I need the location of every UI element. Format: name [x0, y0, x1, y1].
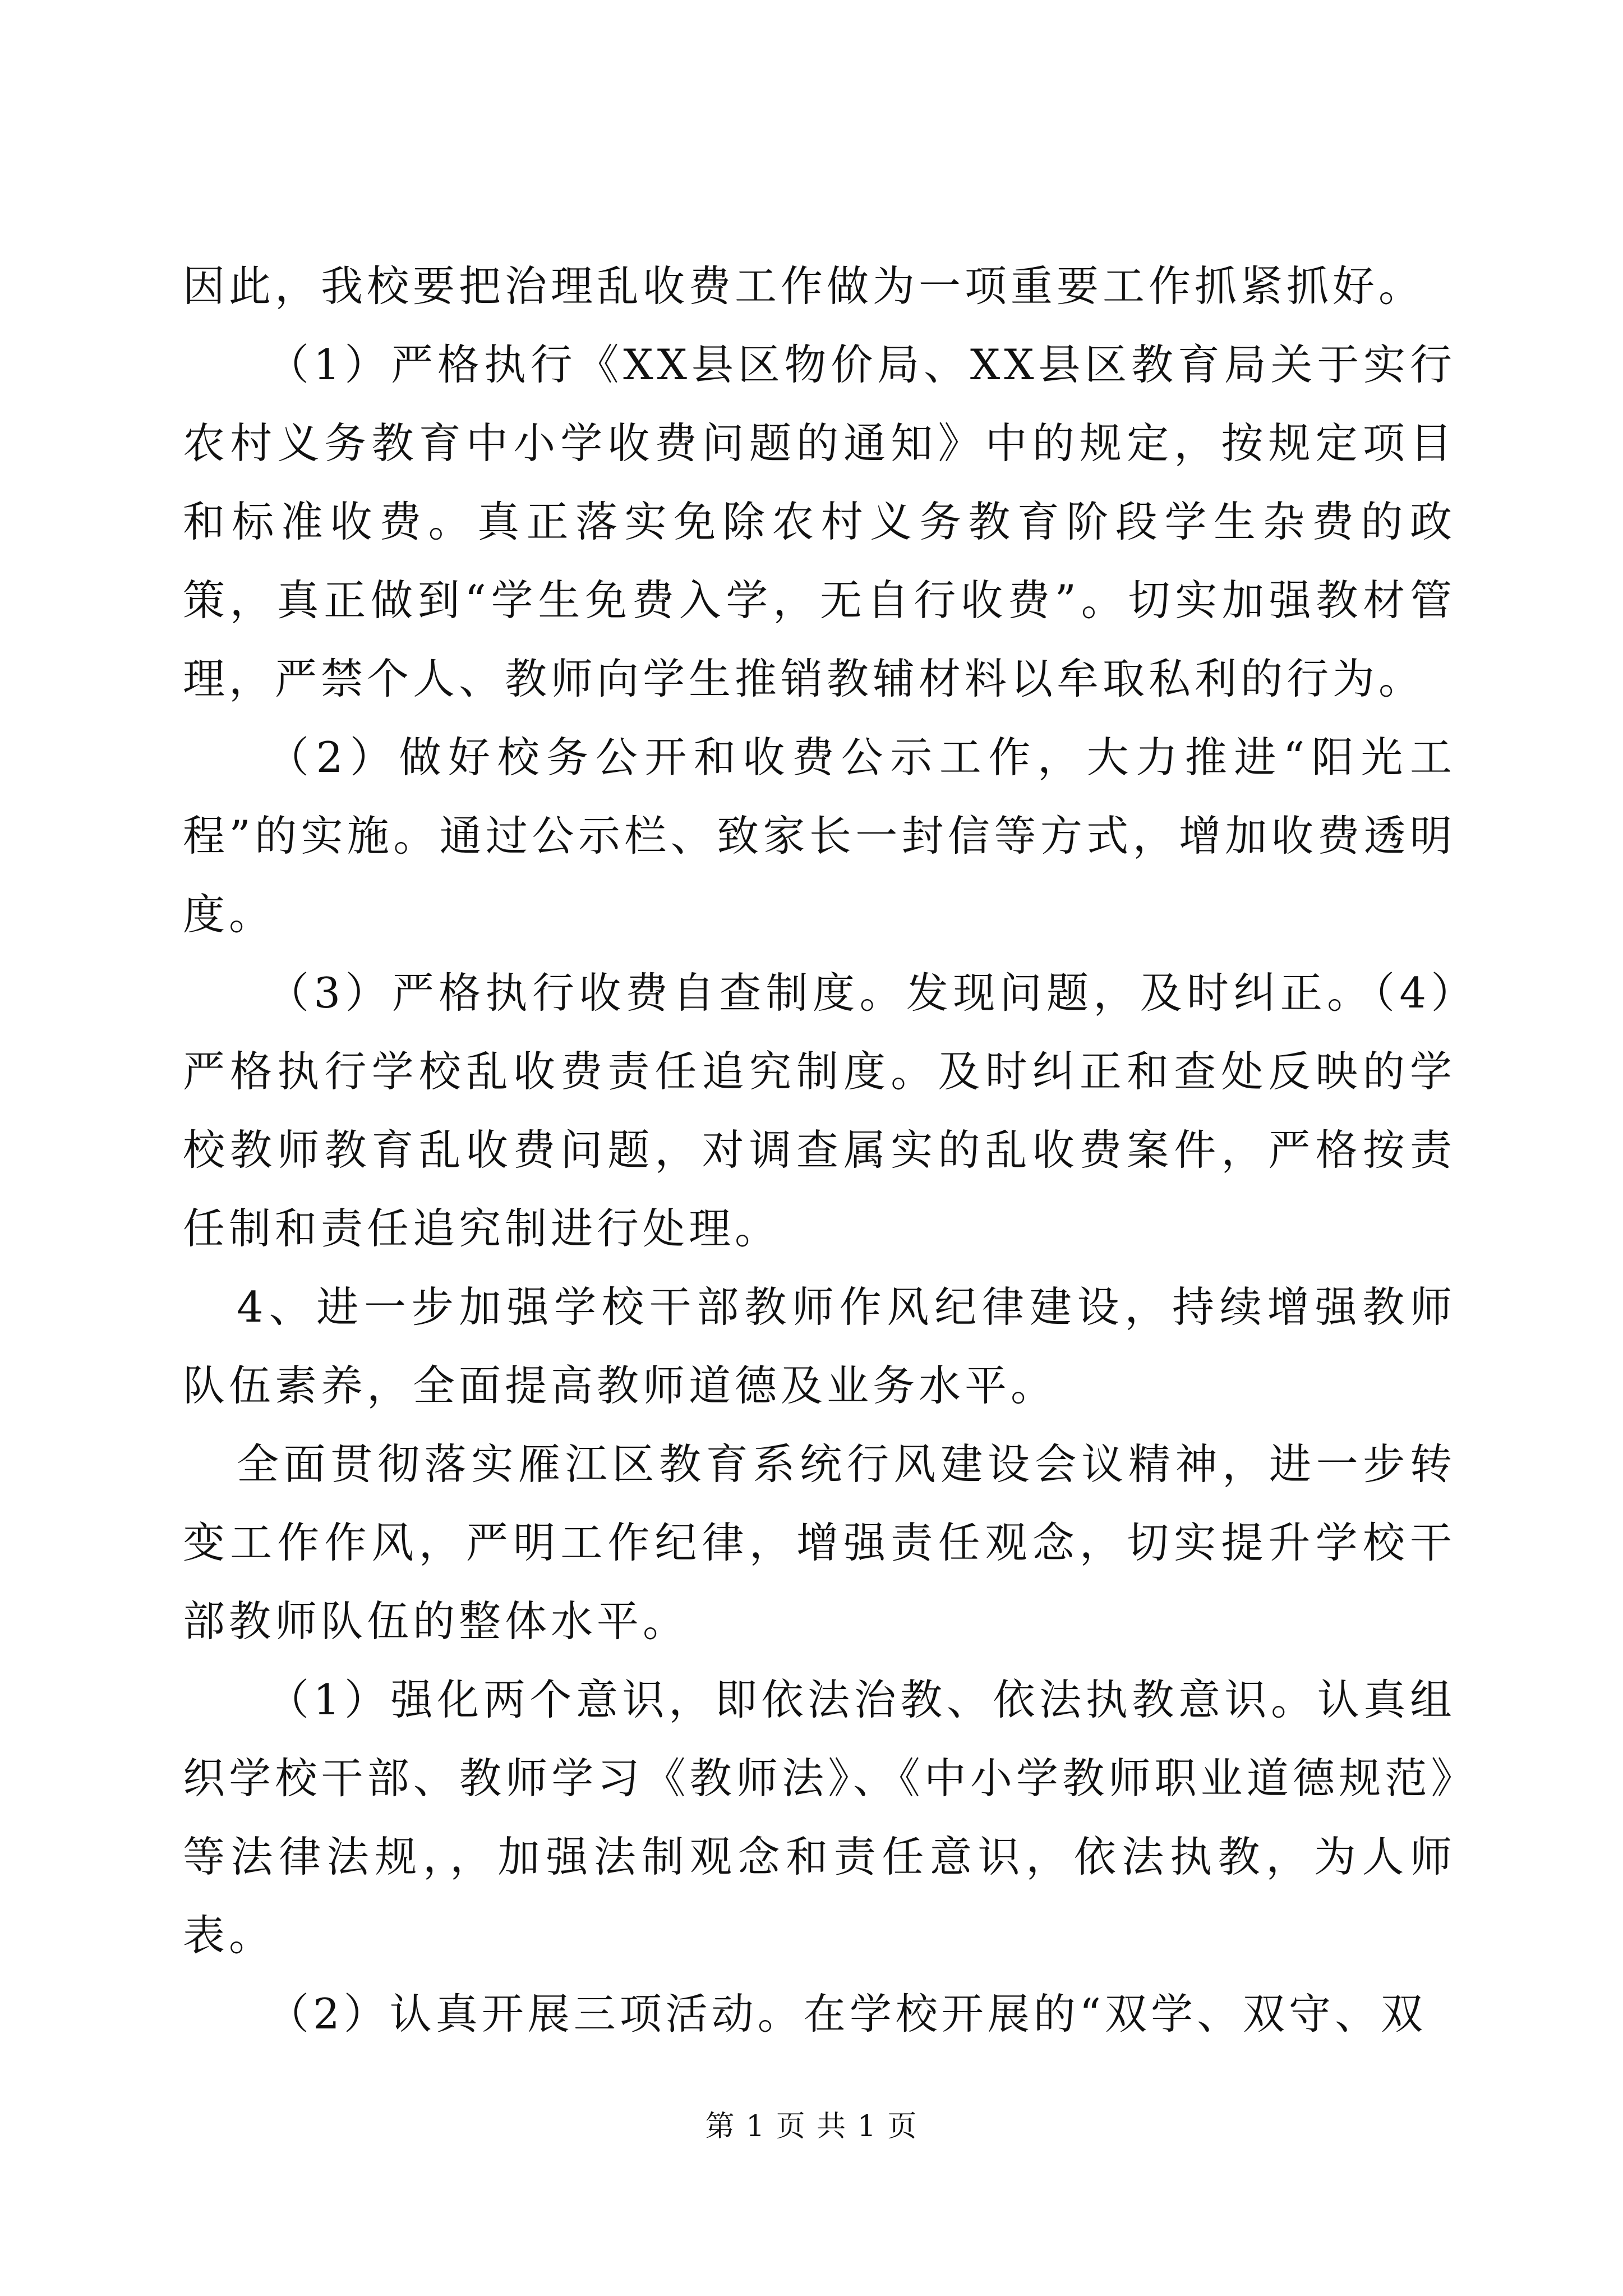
- paragraph-section-4-item-2: （2）认真开展三项活动。在学校开展的“双学、双守、双: [267, 1989, 1427, 2039]
- paragraph-section-4-item-1: （1）强化两个意识，即依法治教、依法执教意识。认真组织学校干部、教师学习《教师法》、《中小学教师职业道德规范》等法律法规，，加强法制观念和责任意识，依法执教，为人师表。: [183, 1675, 1456, 1960]
- paragraph-section-4-intro: 全面贯彻落实雁江区教育系统行风建设会议精神，进一步转变工作作风，严明工作纪律，增强责任观念，切实提升学校干部教师队伍的整体水平。: [183, 1439, 1456, 1646]
- paragraph-item-1: （1）严格执行《XX县区物价局、XX县区教育局关于实行农村义务教育中小学收费问题的通知》中的规定，按规定项目和标准收费。真正落实免除农村义务教育阶段学生杂费的政策，真正做到“学生免费入学，无自行收费”。切实加强教材管理，严禁个人、教师向学生推销教辅材料以牟取私利的行为。: [183, 340, 1456, 703]
- paragraph-item-3-4: （3）严格执行收费自查制度。发现问题，及时纠正。（4）严格执行学校乱收费责任追究制度。及时纠正和查处反映的学校教师教育乱收费问题，对调查属实的乱收费案件，严格按责任制和责任追究制进行处理。: [183, 968, 1456, 1253]
- section-heading-4: 4、进一步加强学校干部教师作风纪律建设，持续增强教师队伍素养，全面提高教师道德及业务水平。: [183, 1282, 1456, 1410]
- document-body: [183, 247, 1456, 2053]
- paragraph-intro: 因此，我校要把治理乱收费工作做为一项重要工作抓紧抓好。: [183, 261, 1425, 311]
- paragraph-item-2: （2）做好校务公开和收费公示工作，大力推进“阳光工程”的实施。通过公示栏、致家长一封信等方式，增加收费透明度。: [183, 733, 1456, 939]
- page-number-footer: 第 1 页 共 1 页: [705, 2110, 918, 2143]
